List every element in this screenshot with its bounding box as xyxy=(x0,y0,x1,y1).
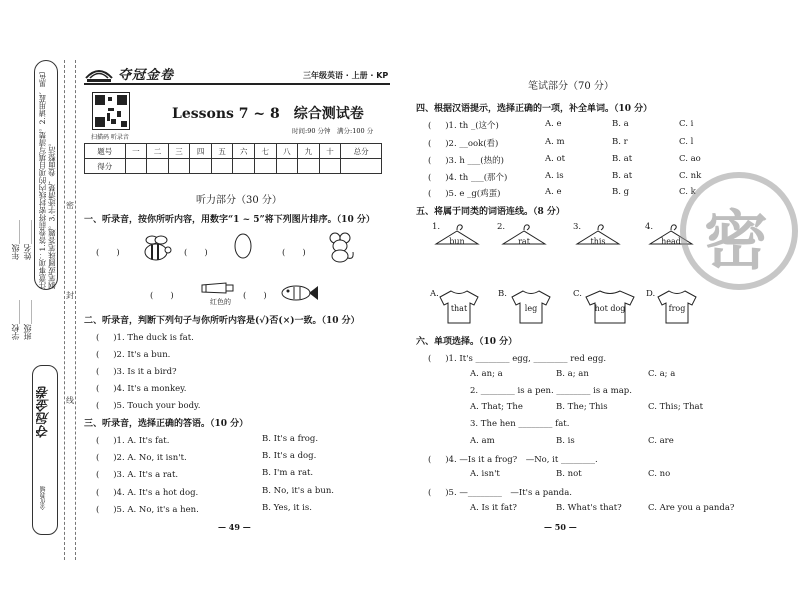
rat-icon xyxy=(326,232,356,264)
class-field[interactable]: 班级______ xyxy=(23,300,32,340)
bee-icon xyxy=(138,234,174,266)
section-1-title: 一、听录音，按你所听内容，用数字“1 ~ 5”将下列图片排序。（10 分） xyxy=(84,215,375,225)
table-cell: 二 xyxy=(147,144,169,159)
score-table-score-row xyxy=(85,159,382,174)
section-5-title: 五、将属于同类的词语连线。（8 分） xyxy=(416,207,565,217)
table-cell: 四 xyxy=(190,144,212,159)
time-limit: 时间:90 分钟 xyxy=(292,127,331,135)
list-item: ( )2. __ook(看) xyxy=(428,139,499,149)
list-item: ( )2. A. No, it isn't. xyxy=(96,453,187,463)
option-b: B. not xyxy=(556,469,582,479)
option-a: A. ot xyxy=(545,154,566,164)
stamp-text: 密 xyxy=(704,205,768,279)
cut-mark-2: 封 xyxy=(66,291,74,300)
table-cell: 题号 xyxy=(85,144,126,159)
section-6-title: 六、单项选择。（10 分） xyxy=(416,337,518,347)
brand-small: 金优教辅 xyxy=(40,486,47,510)
option-a: A. That; The xyxy=(470,402,523,412)
list-item: ( )4. th ___(那个) xyxy=(428,173,508,183)
time-info xyxy=(292,126,373,135)
notice-text: 注意事项：1.答卷前将密封线内的项目填写清楚。2.请用蓝、黑色钢笔或圆珠笔答题。3.字迹清楚，卷面整洁。 xyxy=(38,72,57,289)
seal-line xyxy=(64,60,65,560)
score-cell[interactable] xyxy=(341,159,382,174)
table-cell: 八 xyxy=(276,144,298,159)
option-c: C. l xyxy=(679,137,694,147)
table-cell: 六 xyxy=(233,144,255,159)
option-b: B. is xyxy=(556,436,575,446)
section-2-title: 二、听录音，判断下列句子与你所听内容是(√)否(×)一致。（10 分） xyxy=(84,316,360,326)
option-a: A. is xyxy=(545,171,564,181)
score-cell[interactable] xyxy=(319,159,341,174)
hanger-word[interactable]: rat xyxy=(518,237,530,246)
page-title: Lessons 7 ~ 8 综合测试卷 xyxy=(172,106,364,122)
cut-mark-3: 线 xyxy=(66,396,74,405)
score-cell[interactable] xyxy=(125,159,147,174)
list-item: ( )1. The duck is fat. xyxy=(96,333,194,343)
option-c: C. k xyxy=(679,187,696,197)
page-number-right: — 50 — xyxy=(544,522,577,532)
option-c: C. Are you a panda? xyxy=(648,503,735,513)
score-table xyxy=(84,143,382,174)
table-cell: 十 xyxy=(319,144,341,159)
hanger-number: 3. xyxy=(573,222,582,232)
score-cell[interactable] xyxy=(147,159,169,174)
option-b: B. The; This xyxy=(556,402,608,412)
list-item: ( )4. —Is it a frog? —No, it ________. xyxy=(428,455,598,465)
list-item: ( )5. e _g(鸡蛋) xyxy=(428,189,501,199)
hanger-word[interactable]: bun xyxy=(449,237,465,246)
list-item: ( )4. It's a monkey. xyxy=(96,384,187,394)
option-b: B. r xyxy=(612,137,628,147)
option-a: A. an; a xyxy=(470,369,503,379)
list-item: ( )1. th _(这个) xyxy=(428,121,499,131)
shirt-letter: A. xyxy=(430,289,439,299)
score-cell[interactable] xyxy=(254,159,276,174)
notice-box xyxy=(34,60,58,290)
option-c: C. no xyxy=(648,469,671,479)
hanger-number: 1. xyxy=(432,222,441,232)
list-item: ( )1. It's ________ egg, ________ red egg. xyxy=(428,354,607,364)
fish-icon xyxy=(278,283,320,303)
page-number-left: — 49 — xyxy=(218,522,251,532)
shirt-letter: D. xyxy=(646,289,656,299)
option-a: A. e xyxy=(545,119,562,129)
option-c: C. nk xyxy=(679,171,702,181)
option-a: A. Is it fat? xyxy=(470,503,517,513)
list-item: ( )3. A. It's a rat. xyxy=(96,470,179,480)
section-4-title: 四、根据汉语提示，选择正确的一项，补全单词。（10 分） xyxy=(416,104,653,114)
list-item: ( )3. Is it a bird? xyxy=(96,367,177,377)
answer-paren[interactable]: ( ) xyxy=(184,248,208,258)
table-cell: 九 xyxy=(298,144,320,159)
option-b: B. g xyxy=(612,187,630,197)
grade-field[interactable]: 年级______ xyxy=(11,220,20,260)
red-label: 红色的 xyxy=(210,298,231,306)
confidential-stamp xyxy=(680,172,798,290)
table-cell: 总分 xyxy=(341,144,382,159)
brand-title: 夺冠金卷 xyxy=(118,68,175,83)
table-cell: 七 xyxy=(254,144,276,159)
option-a: A. m xyxy=(545,137,565,147)
table-cell: 五 xyxy=(211,144,233,159)
option-a: A. am xyxy=(470,436,495,446)
hanger-number: 2. xyxy=(497,222,506,232)
table-cell: 得分 xyxy=(85,159,126,174)
shirt-word[interactable]: that xyxy=(450,304,468,313)
option-b: B. a xyxy=(612,119,629,129)
option-a: A. e xyxy=(545,187,562,197)
hanger-word[interactable]: this xyxy=(590,237,606,246)
brand-box-vertical xyxy=(32,365,58,535)
publisher-logo-icon xyxy=(84,64,114,84)
option-b: B. What's that? xyxy=(556,503,622,513)
score-cell[interactable] xyxy=(168,159,190,174)
option-b: B. It's a frog. xyxy=(262,434,319,444)
table-cell: 三 xyxy=(168,144,190,159)
list-item: 2. ________ is a pen. ________ is a map. xyxy=(470,386,632,396)
list-item: ( )4. A. It's a hot dog. xyxy=(96,488,199,498)
school-field[interactable]: 学校______ xyxy=(11,300,20,340)
qr-label: 扫描码 听录音 xyxy=(91,134,129,141)
qr-code-icon[interactable] xyxy=(92,92,130,130)
brand-vertical: 夺冠金卷 xyxy=(37,386,52,438)
list-item: ( )1. A. It's fat. xyxy=(96,436,170,446)
score-table-header-row xyxy=(85,144,382,159)
list-item: ( )5. Touch your body. xyxy=(96,401,201,411)
shirt-letter: C. xyxy=(573,289,582,299)
list-item: 3. The hen ________ fat. xyxy=(470,419,570,429)
grade-subject: 三年级英语 · 上册 · KP xyxy=(303,71,389,80)
option-c: C. i xyxy=(679,119,694,129)
option-b: B. at xyxy=(612,171,633,181)
option-c: C. are xyxy=(648,436,674,446)
answer-paren[interactable]: ( ) xyxy=(282,248,306,258)
option-b: B. It's a dog. xyxy=(262,451,317,461)
list-item: ( )5. A. No, it's a hen. xyxy=(96,505,199,515)
list-item: ( )3. h ___(热的) xyxy=(428,156,504,166)
cut-line xyxy=(75,60,76,560)
egg-icon xyxy=(233,232,253,260)
writing-heading: 笔试部分（70 分） xyxy=(528,81,614,92)
option-b: B. a; an xyxy=(556,369,589,379)
score-cell[interactable] xyxy=(298,159,320,174)
list-item: ( )2. It's a bun. xyxy=(96,350,171,360)
score-cell[interactable] xyxy=(190,159,212,174)
list-item: ( )5. —________ —It's a panda. xyxy=(428,488,572,498)
option-c: C. ao xyxy=(679,154,701,164)
option-c: C. a; a xyxy=(648,369,676,379)
answer-paren[interactable]: ( ) xyxy=(96,248,120,258)
shirt-word[interactable]: frog xyxy=(668,304,686,313)
option-b: B. No, it's a bun. xyxy=(262,486,335,496)
shirt-letter: B. xyxy=(498,289,507,299)
score-cell[interactable] xyxy=(211,159,233,174)
table-cell: 一 xyxy=(125,144,147,159)
answer-paren[interactable]: ( ) xyxy=(243,291,267,301)
name-field[interactable]: 姓名______ xyxy=(23,220,32,260)
score-cell[interactable] xyxy=(276,159,298,174)
hanger-number: 4. xyxy=(645,222,654,232)
hanger-word[interactable]: head xyxy=(661,237,681,246)
option-a: A. isn't xyxy=(470,469,500,479)
shirt-word[interactable]: hot dog xyxy=(594,304,626,313)
option-b: B. at xyxy=(612,154,633,164)
answer-paren[interactable]: ( ) xyxy=(150,291,174,301)
header-rule xyxy=(84,83,390,85)
full-score: 满分:100 分 xyxy=(337,127,374,135)
shirt-word[interactable]: leg xyxy=(524,304,538,313)
option-c: C. This; That xyxy=(648,402,704,412)
section-3-title: 三、听录音，选择正确的答语。（10 分） xyxy=(84,419,249,429)
listening-heading: 听力部分（30 分） xyxy=(196,195,282,206)
paint-tube-icon xyxy=(200,281,236,297)
score-cell[interactable] xyxy=(233,159,255,174)
option-b: B. Yes, it is. xyxy=(262,503,312,513)
option-b: B. I'm a rat. xyxy=(262,468,314,478)
cut-mark-1: 密 xyxy=(66,201,74,210)
